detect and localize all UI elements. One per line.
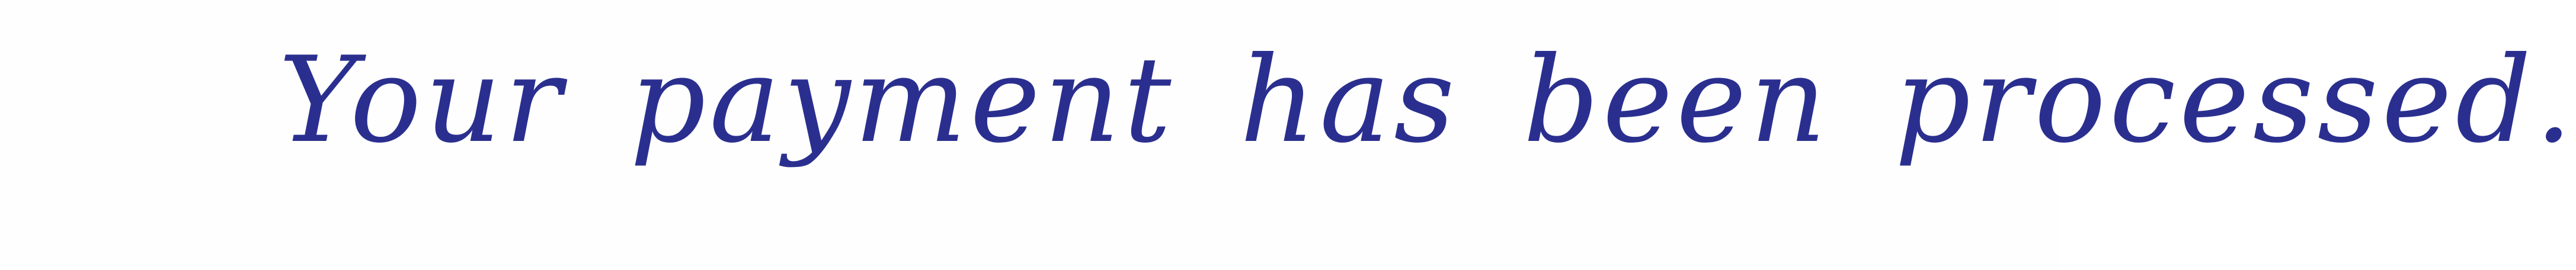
handwritten-message: Your payment has been processed. — [279, 31, 2576, 169]
